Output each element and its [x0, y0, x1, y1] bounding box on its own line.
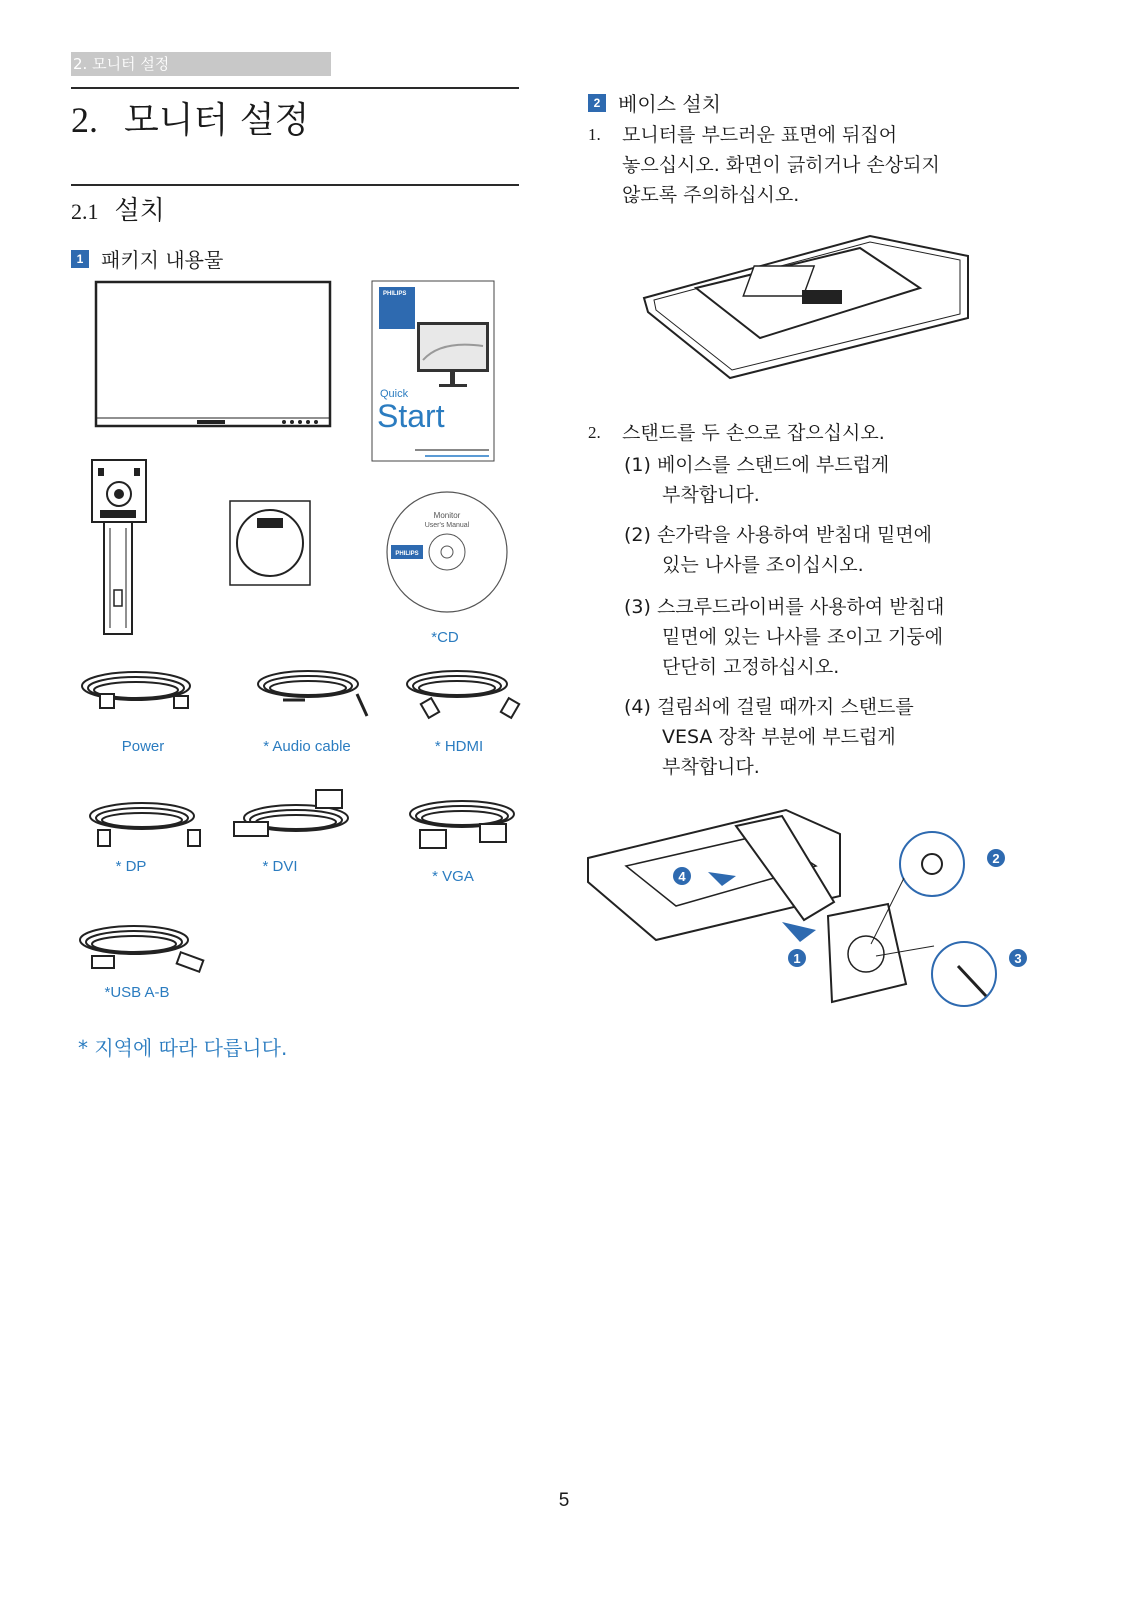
substep-3: (3) 스크루드라이버를 사용하여 받침대 밑면에 있는 나사를 조이고 기둥에 단단히 고정하십시오. [624, 596, 945, 678]
svg-text:Monitor: Monitor [433, 511, 461, 520]
monitor-facedown-illustration [640, 228, 970, 388]
stand-assembly-illustration [586, 806, 1046, 1016]
cd-illustration [385, 490, 510, 615]
quick-start-guide-illustration [371, 280, 496, 462]
usb-cable-caption: *USB A-B [104, 984, 170, 1001]
callout-4: 4 [678, 869, 686, 884]
step-2: 2. 스탠드를 두 손으로 잡으십시오. [588, 422, 885, 444]
power-cable-illustration [78, 664, 198, 714]
svg-text:User's Manual: User's Manual [424, 522, 470, 529]
usb-cable-illustration [74, 918, 214, 978]
vga-cable-caption: * VGA [432, 868, 474, 885]
package-contents-heading: 1 패키지 내용물 [71, 244, 223, 273]
hdmi-cable-caption: * HDMI [434, 738, 484, 755]
dp-cable-caption: * DP [115, 858, 147, 875]
callout-2: 2 [992, 851, 1000, 866]
step-1: 1. 모니터를 부드러운 표면에 뒤집어 놓으십시오. 화면이 긁히거나 손상되지 않도록 주의하십시오. [588, 124, 940, 206]
svg-text:Quick: Quick [380, 388, 409, 400]
monitor-front-illustration [94, 280, 334, 430]
section-title: 2.1 설치 [71, 196, 165, 226]
callout-1: 1 [793, 951, 801, 966]
cd-caption: *CD [431, 629, 459, 646]
subtitle-rule [71, 184, 519, 186]
dp-cable-illustration [84, 796, 208, 856]
base-illustration [229, 500, 311, 586]
install-base-heading: 2 베이스 설치 [588, 88, 721, 117]
svg-text:PHILIPS: PHILIPS [395, 551, 419, 557]
svg-text:Start: Start [377, 398, 445, 434]
region-note: * 지역에 따라 다릅니다. [78, 1036, 288, 1060]
page-number: 5 [558, 1490, 570, 1511]
hdmi-cable-illustration [402, 664, 522, 724]
substep-2: (2) 손가락을 사용하여 받침대 밑면에 있는 나사를 조이십시오. [624, 524, 933, 576]
substep-4: (4) 걸림쇠에 걸릴 때까지 스탠드를 VESA 장착 부분에 부드럽게 부착합니다. [624, 696, 914, 778]
section-badge: 2 [588, 94, 606, 112]
substep-1: (1) 베이스를 스탠드에 부드럽게 부착합니다. [624, 454, 890, 506]
dvi-cable-illustration [230, 788, 354, 848]
callout-3: 3 [1014, 951, 1022, 966]
power-cable-caption: Power [121, 738, 165, 755]
page-title: 2. 모니터 설정 [71, 100, 310, 141]
vga-cable-illustration [404, 794, 524, 860]
audio-cable-illustration [253, 664, 373, 724]
header-tab: 2. 모니터 설정 [71, 52, 331, 76]
section-badge: 1 [71, 250, 89, 268]
stand-illustration [88, 458, 152, 638]
audio-cable-caption: * Audio cable [263, 738, 351, 755]
title-rule [71, 87, 519, 89]
svg-text:PHILIPS: PHILIPS [383, 291, 407, 297]
dvi-cable-caption: * DVI [262, 858, 298, 875]
